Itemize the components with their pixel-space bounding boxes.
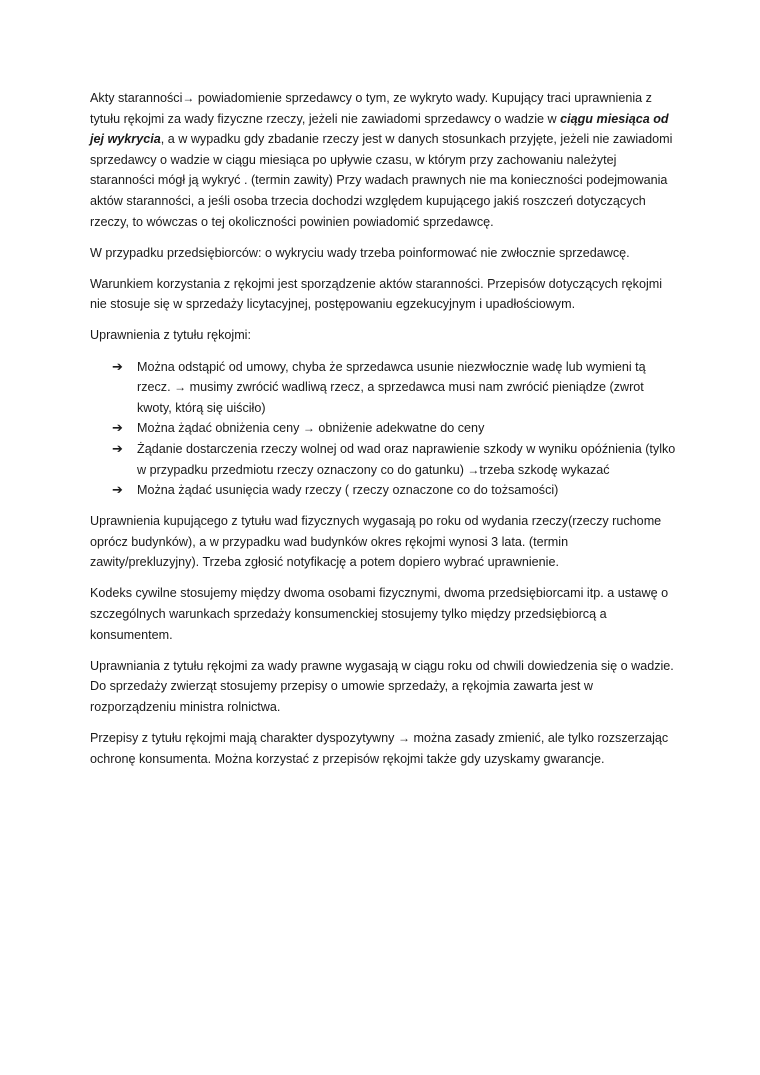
arrow-right-icon: →: [467, 462, 480, 477]
list-item: ➔ Żądanie dostarczenia rzeczy wolnej od wad oraz naprawienie szkody w wyniku opóźnienia (tylko w przypadku przedmiotu rzeczy oznaczony co do gatunku) →trzeba szkodę wykazać: [112, 440, 676, 477]
paragraph-due-diligence: [90, 88, 676, 232]
arrow-right-icon: →: [174, 380, 187, 395]
rights-list: [90, 357, 676, 501]
text-run: Akty staranności: [90, 91, 183, 105]
paragraph-civil-code: Kodeks cywilne stosujemy między dwoma osobami fizycznymi, dwoma przedsiębiorcami itp. a ustawę o szczególnych warunkach sprzedaży konsumenckiej stosujemy tylko między przedsiębiorcą a konsumentem.: [90, 586, 669, 642]
paragraph-warranty-condition: Warunkiem korzystania z rękojmi jest sporządzenie aktów staranności. Przepisów dotyczących rękojmi nie stosuje się w sprzedaży licytacyjnej, postępowaniu egzekucyjnym i upadłościowym.: [90, 276, 663, 312]
arrow-right-icon: →: [397, 731, 410, 746]
paragraph-dispositive: Przepisy z tytułu rękojmi mają charakter dyspozytywny → można zasady zmienić, ale tylko rozszerzając ochronę konsumenta. Można korzystać z przepisów rękojmi także gdy uzyskamy gwarancje.: [90, 731, 669, 766]
list-item: ➔ Można żądać usunięcia wady rzeczy ( rzeczy oznaczone co do tożsamości): [112, 480, 676, 501]
paragraph-expiry-physical: Uprawnienia kupującego z tytułu wad fizycznych wygasają po roku od wydania rzeczy(rzeczy ruchome oprócz budynków), a w przypadku wad budynków okres rękojmi wynosi 3 lata. (termin zawity/prekluzyjny). Trzeba zgłosić notyfikację a potem dopiero wybrać uprawnienie.: [90, 514, 662, 570]
arrow-right-icon: →: [182, 91, 195, 105]
list-item: ➔ Można żądać obniżenia ceny → obniżenie adekwatne do ceny: [112, 418, 676, 439]
paragraph-expiry-legal: Uprawniania z tytułu rękojmi za wady prawne wygasają w ciągu roku od chwili dowiedzenia się o wadzie. Do sprzedaży zwierząt stosujemy przepisy o umowie sprzedaży, a rękojmia zawarta jest w rozporządzeniu ministra rolnictwa.: [90, 658, 674, 714]
paragraph-rights-heading: Uprawnienia z tytułu rękojmi:: [90, 328, 251, 343]
arrow-right-icon: →: [302, 421, 315, 436]
emphasis-within-month: ciągu miesiąca: [560, 111, 650, 126]
bullet-arrow-icon: ➔: [112, 440, 123, 456]
text-run: , a w wypadku gdy zbadanie rzeczy jest w danych stosunkach przyjęte, jeżeli nie zawiadomi sprzedawcy o wadzie w ciągu miesiąca po upływie czasu, w którym przy zachowaniu należytej staranności mógł ją wykryć . (termin zawity) Przy wadach prawnych nie ma konieczności podejmowania aktów staranności, a jeśli osoba trzecia dochodzi względem kupującego jakiś roszczeń dotyczących rzeczy, to wówczas o tej okoliczności powinien powiadomić sprzedawcę.: [90, 132, 673, 229]
list-item: ➔ Można odstąpić od umowy, chyba że sprzedawca usunie niezwłocznie wadę lub wymieni tą rzecz. → musimy zwrócić wadliwą rzecz, a sprzedawca musi nam zwrócić pieniądze (zwrot kwoty, którą się uiściło): [112, 358, 646, 415]
text-run: powiadomienie sprzedawcy o tym, ze wykryto wady. Kupujący traci uprawnienia z tytułu rękojmi za wady fizyczne rzeczy, jeżeli nie zawiadomi sprzedawcy o wadzie w: [90, 91, 652, 126]
paragraph-entrepreneurs: W przypadku przedsiębiorców: o wykryciu wady trzeba poinformować nie zwłocznie sprzedawcę.: [90, 245, 630, 260]
bullet-arrow-icon: ➔: [112, 420, 123, 436]
bullet-arrow-icon: ➔: [112, 482, 123, 498]
emphasis-from-discovery: od jej wykrycia: [90, 111, 669, 147]
bullet-arrow-icon: ➔: [112, 358, 123, 374]
